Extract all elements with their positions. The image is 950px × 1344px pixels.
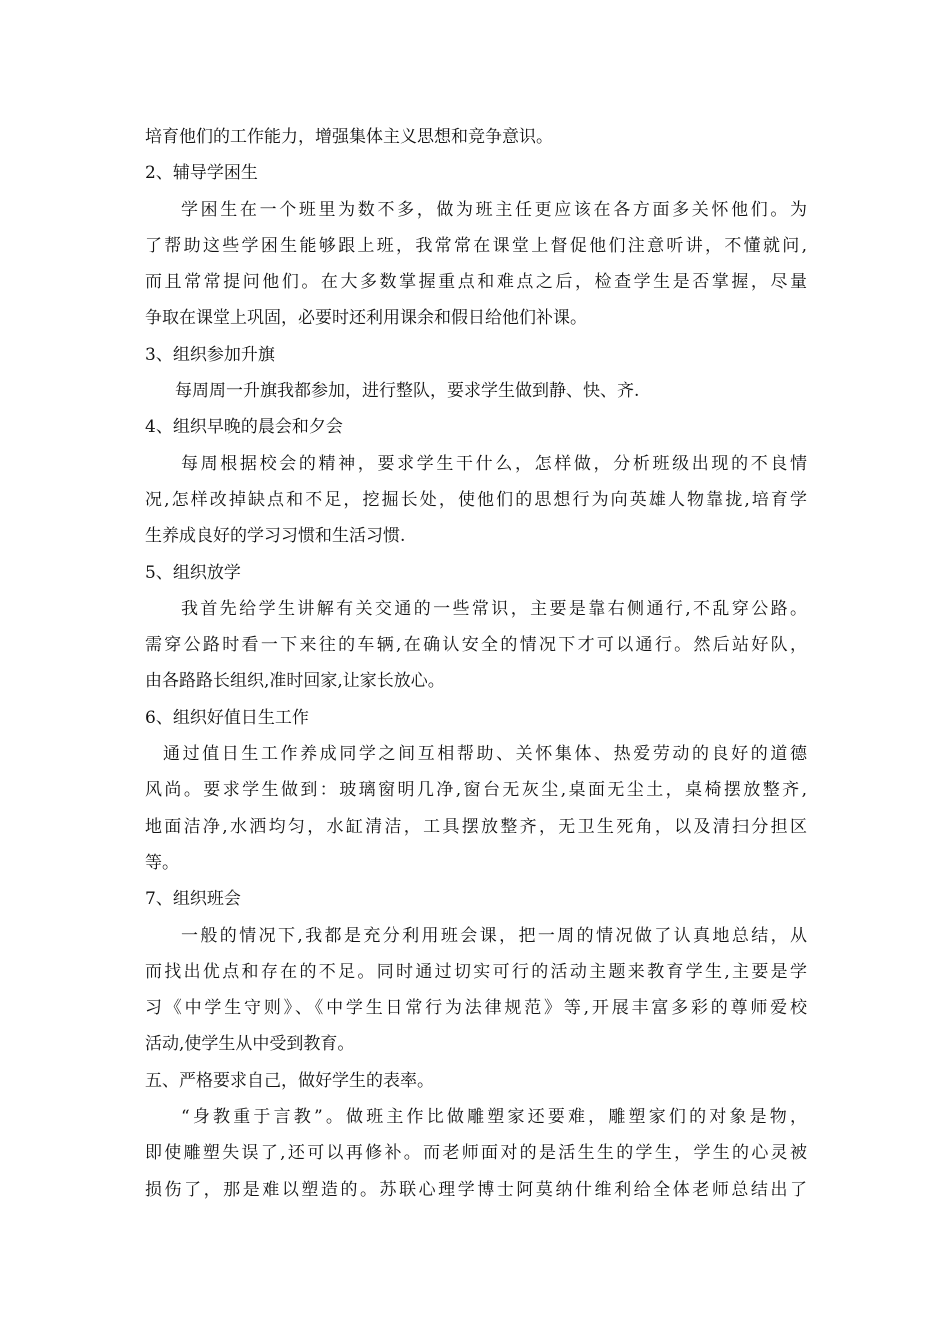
paragraph-line: 地面洁净,水洒均匀，水缸清洁，工具摆放整齐，无卫生死角，以及清扫分担区 [145,816,807,837]
paragraph-line: 生养成良好的学习习惯和生活习惯. [145,526,406,547]
paragraph-line: 了帮助这些学困生能够跟上班，我常常在课堂上督促他们注意听讲，不懂就问, [145,235,807,256]
section-heading: 5、组织放学 [145,562,241,583]
section-heading: 6、组织好值日生工作 [145,707,309,728]
paragraph-line: 通过值日生工作养成同学之间互相帮助、关怀集体、热爱劳动的良好的道德 [163,744,807,765]
paragraph-line: 活动,使学生从中受到教育。 [145,1034,355,1055]
paragraph-line: 每周根据校会的精神，要求学生干什么，怎样做，分析班级出现的不良情 [181,453,807,474]
section-heading: 3、组织参加升旗 [145,344,275,365]
paragraph-line: 我首先给学生讲解有关交通的一些常识，主要是靠右侧通行,不乱穿公路。 [181,598,807,619]
paragraph-line: 一般的情况下,我都是充分利用班会课，把一周的情况做了认真地总结，从 [181,925,807,946]
paragraph-line: 风尚。要求学生做到：玻璃窗明几净,窗台无灰尘,桌面无尘土，桌椅摆放整齐, [145,780,807,801]
section-heading: 7、组织班会 [145,889,241,910]
paragraph-line: 而找出优点和存在的不足。同时通过切实可行的活动主题来教育学生,主要是学 [145,961,807,982]
section-heading: 4、组织早晚的晨会和夕会 [145,417,343,438]
paragraph-line: 由各路路长组织,准时回家,让家长放心。 [145,671,445,692]
document-body [145,119,807,1208]
section-heading: 2、辅导学困生 [145,163,258,184]
paragraph-line: 培育他们的工作能力，增强集体主义思想和竞争意识。 [145,127,553,147]
paragraph-line: 况,怎样改掉缺点和不足，挖掘长处，使他们的思想行为向英雄人物靠拢,培育学 [145,489,807,510]
paragraph-line: 每周周一升旗我都参加，进行整队，要求学生做到静、快、齐. [175,381,640,402]
paragraph-line: 即使雕塑失误了,还可以再修补。而老师面对的是活生生的学生，学生的心灵被 [145,1143,807,1164]
paragraph-line: “身教重于言教”。做班主作比做雕塑家还要难，雕塑家们的对象是物， [181,1107,807,1128]
paragraph-line: 学困生在一个班里为数不多，做为班主任更应该在各方面多关怀他们。为 [181,199,807,220]
paragraph-line: 争取在课堂上巩固，必要时还利用课余和假日给他们补课。 [145,308,587,329]
paragraph-line: 损伤了，那是难以塑造的。苏联心理学博士阿莫纳什维利给全体老师总结出了 [145,1179,807,1200]
paragraph-line: 而且常常提问他们。在大多数掌握重点和难点之后，检查学生是否掌握，尽量 [145,272,807,293]
paragraph-line: 习《中学生守则》、《中学生日常行为法律规范》等,开展丰富多彩的尊师爱校 [145,998,807,1019]
paragraph-line: 等。 [145,852,179,873]
paragraph-line: 需穿公路时看一下来往的车辆,在确认安全的情况下才可以通行。然后站好队， [145,635,807,656]
section-heading: 五、严格要求自己，做好学生的表率。 [145,1070,434,1091]
